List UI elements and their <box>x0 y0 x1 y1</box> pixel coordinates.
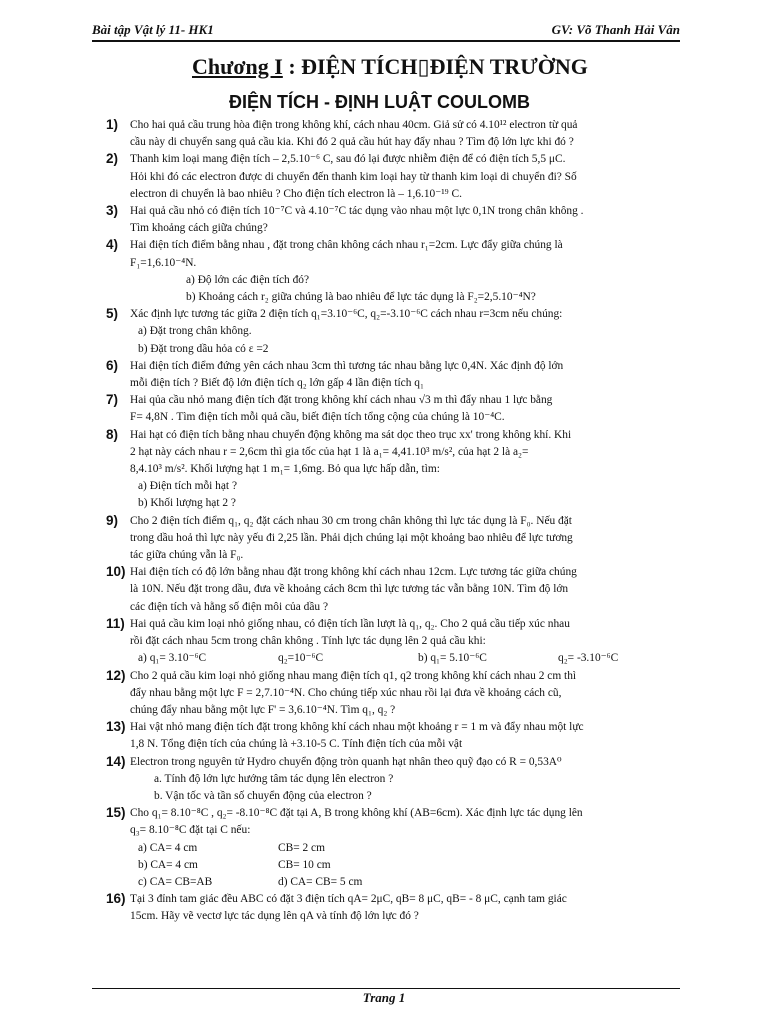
sub-question: b) Khối lượng hạt 2 ? <box>138 497 236 510</box>
header-divider <box>92 40 680 42</box>
question-text-line: cầu này di chuyển sang quả cầu kia. Khi đó 2 quả cầu hút hay đẩy nhau ? Tìm độ lớn lực khi đó ? <box>130 136 574 149</box>
question-item <box>106 237 716 306</box>
question-text-line: Xác định lực tương tác giữa 2 điện tích q₁=3.10⁻⁶C, q₂=-3.10⁻⁶C cách nhau r=3cm nếu chúng: <box>130 308 563 321</box>
page-number: Trang 1 <box>362 990 406 1005</box>
question-text-line: mỗi điện tích ? Biết độ lớn điện tích q₂ lớn gấp 4 lần điện tích q₁ <box>130 377 424 390</box>
sub-question: a) Điện tích mỗi hạt ? <box>138 480 238 493</box>
question-number: 9) <box>106 512 119 528</box>
question-text-line: Thanh kim loại mang điện tích – 2,5.10⁻⁶ C, sau đó lại được nhiễm điện để có điện tích 5,5 μC. <box>130 153 566 166</box>
sub-question: b) Khoảng cách r₂ giữa chúng là bao nhiêu để lực tác dụng là F₂=2,5.10⁻⁴N? <box>186 291 536 304</box>
sub-question: b. Vận tốc và tần số chuyển động của electron ? <box>154 789 372 802</box>
question-text-line: q₃= 8.10⁻⁸C đặt tại C nếu: <box>130 824 251 837</box>
question-text-line: Hai vật nhỏ mang điện tích đặt trong không khí cách nhau một khoảng r = 1 m và đẩy nhau một lực <box>130 721 584 734</box>
question-item <box>106 564 716 616</box>
question-number: 12) <box>106 667 126 683</box>
question-number: 4) <box>106 237 119 253</box>
chapter-prefix: Chương I <box>192 54 283 79</box>
sub-question: a) Độ lớn các điện tích đó? <box>186 273 310 286</box>
question-item <box>106 891 716 925</box>
sub-question-grid <box>130 840 716 892</box>
question-text-line: trong dầu hoả thì lực này yếu đi 2,25 lần. Phải dịch chúng lại một khoảng bao nhiêu để lực tương <box>130 531 573 544</box>
chapter-title <box>192 54 588 80</box>
sub-question-cell: c) CA= CB=AB <box>138 875 213 888</box>
header-course: Bài tập Vật lý 11- HK1 <box>92 22 214 37</box>
question-number: 14) <box>106 753 126 769</box>
question-text-line: các điện tích và hằng số điện môi của dầu ? <box>130 600 328 613</box>
question-item <box>106 358 716 392</box>
question-text-line: Cho q₁= 8.10⁻⁸C , q₂= -8.10⁻⁸C đặt tại A, B trong không khí (AB=6cm). Xác định lực tác dụng lên <box>130 807 583 820</box>
question-text-line: chúng đẩy nhau bằng một lực F' = 3,6.10⁻⁴N. Tìm q₁, q₂ ? <box>130 703 396 716</box>
question-text-line: F₁=1,6.10⁻⁴N. <box>130 256 197 269</box>
sub-question-cell: a) q₁= 3.10⁻⁶C <box>138 652 207 665</box>
question-text-line: Cho 2 quả cầu kim loại nhỏ giống nhau mang điện tích q1, q2 trong không khí cách nhau 2 cm thì <box>130 669 577 682</box>
question-number: 2) <box>106 151 119 167</box>
question-item <box>106 616 716 668</box>
question-number: 1) <box>106 117 119 132</box>
header-teacher: GV: Võ Thanh Hải Vân <box>551 22 680 37</box>
question-number: 6) <box>106 357 119 373</box>
question-text-line: Hai điện tích có độ lớn bằng nhau đặt trong không khí cách nhau 12cm. Lực tương tác giữa chúng <box>130 566 577 579</box>
question-text-line: 8,4.10³ m/s². Khối lượng hạt 1 m₁= 1,6mg. Bỏ qua lực hấp dẫn, tìm: <box>130 463 440 476</box>
chapter-name: : ĐIỆN TÍCH▯ĐIỆN TRƯỜNG <box>282 54 588 79</box>
question-number: 5) <box>106 306 119 322</box>
sub-question: a) Đặt trong chân không. <box>138 325 252 338</box>
question-number: 16) <box>106 891 126 907</box>
question-text-line: Hai quả cầu kim loại nhỏ giống nhau, có điện tích lần lượt là q₁, q₂. Cho 2 quả cầu tiếp xúc nhau <box>130 617 570 630</box>
question-text-line: Cho 2 điện tích điểm q₁, q₂ đặt cách nhau 30 cm trong chân không thì lực tác dụng là F₀. Nếu đặt <box>130 514 572 527</box>
question-text-line: Electron trong nguyên tử Hydro chuyển động tròn quanh hạt nhân theo quỹ đạo có R = 0,53A⁰ <box>130 755 562 768</box>
question-item <box>106 306 716 358</box>
question-item <box>106 668 716 720</box>
question-text-line: 15cm. Hãy vẽ vectơ lực tác dụng lên qA và tính độ lớn lực đó ? <box>130 910 419 923</box>
sub-question-cell: q₂= -3.10⁻⁶C <box>558 652 619 665</box>
sub-question: b) Đặt trong dầu hỏa có ε =2 <box>138 342 269 355</box>
question-item <box>106 203 716 237</box>
question-text-line: Hai quả cầu nhỏ có điện tích 10⁻⁷C và 4.10⁻⁷C tác dụng vào nhau một lực 0,1N trong chân không . <box>130 205 584 218</box>
page-header <box>92 22 680 40</box>
sub-question-cell: d) CA= CB= 5 cm <box>278 875 363 888</box>
question-item <box>106 427 716 513</box>
question-text-line: là 10N. Nếu đặt trong dầu, đưa về khoảng cách 8cm thì lực tương tác vẫn bằng 10N. Tìm độ lớn <box>130 583 569 596</box>
section-title: ĐIỆN TÍCH - ĐỊNH LUẬT COULOMB <box>229 92 530 112</box>
question-number: 3) <box>106 203 119 219</box>
question-item <box>106 719 716 753</box>
question-item <box>106 151 716 203</box>
question-number: 8) <box>106 426 119 442</box>
question-text-line: 1,8 N. Tổng điện tích của chúng là +3.10-5 C. Tính điện tích của mỗi vật <box>130 738 463 751</box>
question-number: 7) <box>106 392 119 408</box>
question-text-line: tác giữa chúng vẫn là F₀. <box>130 549 244 562</box>
sub-question-cell: a) CA= 4 cm <box>138 841 198 854</box>
question-text-line: F= 4,8N . Tìm điện tích mỗi quả cầu, biết điện tích tổng cộng của chúng là 10⁻⁴C. <box>130 411 505 424</box>
question-list <box>106 117 716 926</box>
question-text-line: Hai điện tích điểm đứng yên cách nhau 3cm thì tương tác nhau bằng lực 0,4N. Xác định độ lớn <box>130 359 564 372</box>
question-text-line: đẩy nhau bằng một lực F = 2,7.10⁻⁴N. Cho chúng tiếp xúc nhau rồi lại đưa về khoảng cách cũ, <box>130 686 562 699</box>
footer-divider <box>92 988 680 989</box>
sub-question-cell: q₂=10⁻⁶C <box>278 652 324 665</box>
question-item <box>106 392 716 426</box>
question-number: 11) <box>106 615 125 631</box>
question-text-line: electron di chuyển là bao nhiêu ? Cho điện tích electron là – 1,6.10⁻¹⁹ C. <box>130 187 462 200</box>
sub-question-grid <box>130 650 716 667</box>
sub-question-cell: CB= 2 cm <box>278 841 325 854</box>
question-number: 10) <box>106 564 126 580</box>
question-text-line: Hai qủa cầu nhỏ mang điện tích đặt trong không khí cách nhau √3 m thì đẩy nhau 1 lực bằng <box>130 394 553 407</box>
question-text-line: Hai điện tích điểm bằng nhau , đặt trong chân không cách nhau r₁=2cm. Lực đẩy giữa chúng là <box>130 239 563 252</box>
question-item <box>106 513 716 565</box>
sub-question: a. Tính độ lớn lực hướng tâm tác dụng lên electron ? <box>154 772 394 785</box>
question-text-line: Tại 3 đỉnh tam giác đều ABC có đặt 3 điện tích qA= 2μC, qB= 8 μC, qB= - 8 μC, cạnh tam giác <box>130 893 567 906</box>
sub-question-cell: b) q₁= 5.10⁻⁶C <box>418 652 487 665</box>
sub-question-cell: CB= 10 cm <box>278 858 331 871</box>
question-text-line: Tìm khoảng cách giữa chúng? <box>130 222 268 235</box>
question-text-line: Cho hai quả cầu trung hòa điện trong không khí, cách nhau 40cm. Giả sử có 4.10¹² electron từ quả <box>130 119 578 131</box>
question-item <box>106 805 716 891</box>
question-text-line: Hỏi khi đó các electron được di chuyển đến thanh kim loại hay từ thanh kim loại di chuyển đi? Số <box>130 170 577 183</box>
question-item <box>106 117 716 151</box>
question-number: 13) <box>106 719 126 735</box>
question-text-line: 2 hạt này cách nhau r = 2,6cm thì gia tốc của hạt 1 là a₁= 4,41.10³ m/s², của hạt 2 là a₂= <box>130 445 529 458</box>
question-text-line: rồi đặt cách nhau 5cm trong chân không . Tính lực tác dụng lên 2 quả cầu khi: <box>130 635 486 648</box>
question-text-line: Hai hạt có điện tích bằng nhau chuyển động không ma sát dọc theo trục xx' trong không khí. Khi <box>130 428 572 441</box>
sub-question-cell: b) CA= 4 cm <box>138 858 198 871</box>
question-number: 15) <box>106 805 126 821</box>
question-item <box>106 754 716 806</box>
